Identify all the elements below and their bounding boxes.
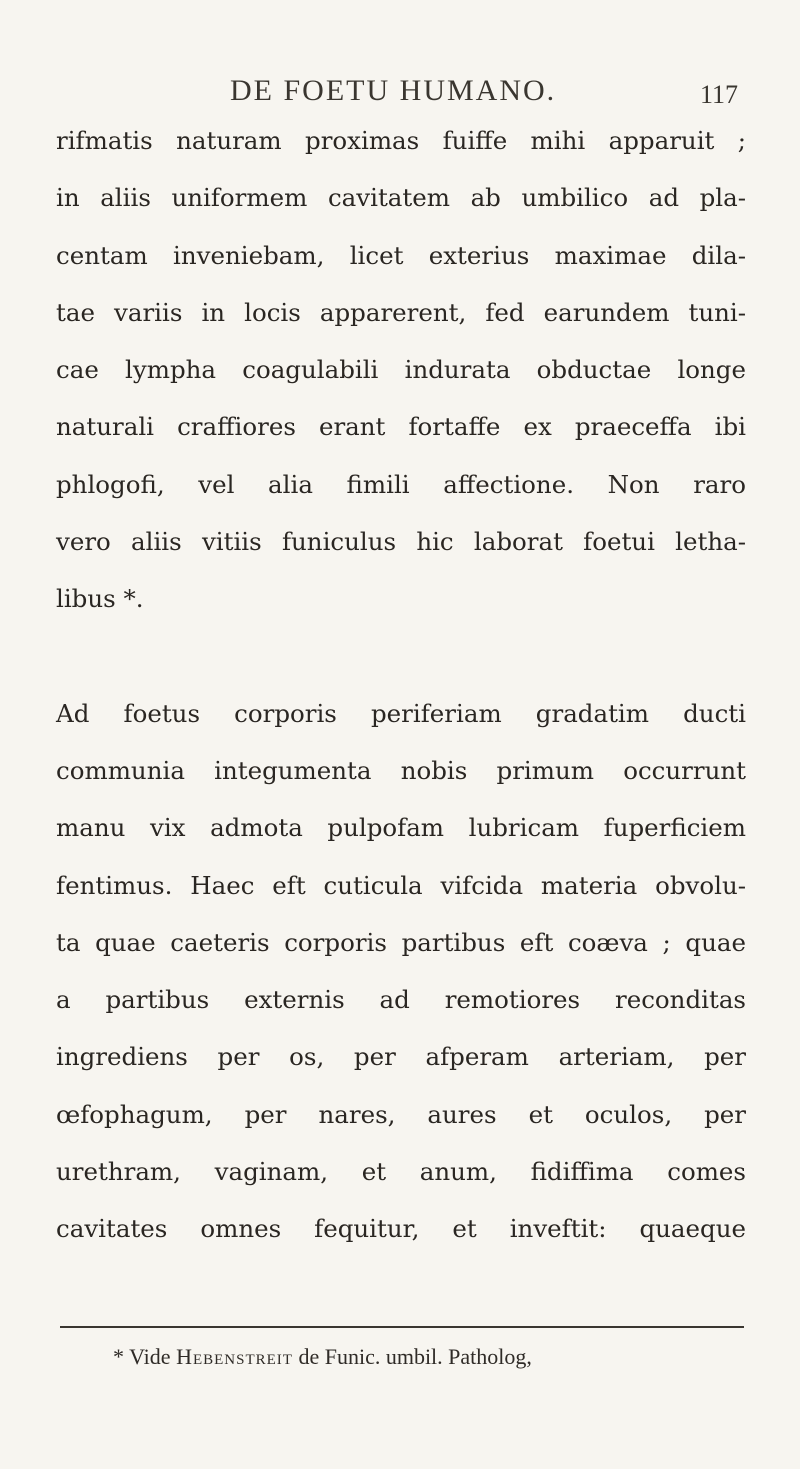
paragraph-1 bbox=[56, 112, 746, 628]
text-line: communia integumenta nobis primum occurrunt bbox=[56, 755, 746, 785]
text-line: ta quae caeteris corporis partibus eft coæva ; quae bbox=[56, 927, 746, 957]
page-number: 117 bbox=[700, 80, 739, 109]
text-line: a partibus externis ad remotiores reconditas bbox=[56, 985, 746, 1015]
running-title: DE FOETU HUMANO. bbox=[230, 74, 557, 107]
text-line: œfophagum, per nares, aures et oculos, per bbox=[56, 1099, 746, 1129]
footnote-prefix: Vide bbox=[129, 1344, 171, 1369]
text-line: fentimus. Haec eft cuticula vifcida materia obvolu- bbox=[56, 870, 746, 900]
text-line: vero aliis vitiis funiculus hic laborat foetui letha- bbox=[56, 527, 746, 557]
text-line: ingrediens per os, per afperam arteriam, per bbox=[56, 1042, 746, 1072]
text-line: phlogofi, vel alia fimili affectione. Non raro bbox=[56, 469, 746, 499]
footnote bbox=[113, 1344, 532, 1370]
main-text bbox=[56, 112, 746, 1258]
text-line: naturali craffiores erant fortaffe ex praeceffa ibi bbox=[56, 412, 746, 442]
text-line: centam inveniebam, licet exterius maximae dila- bbox=[56, 240, 746, 270]
text-line: Ad foetus corporis periferiam gradatim ducti bbox=[56, 698, 746, 728]
footnote-divider bbox=[60, 1326, 744, 1328]
text-line: cavitates omnes fequitur, et inveftit: quaeque bbox=[56, 1214, 746, 1244]
text-line: libus *. bbox=[56, 584, 144, 614]
paragraph-2 bbox=[56, 685, 746, 1258]
text-line: rifmatis naturam proximas fuiffe mihi apparuit ; bbox=[56, 126, 746, 155]
text-line: urethram, vaginam, et anum, fidiffima comes bbox=[56, 1157, 746, 1187]
paragraph-spacer bbox=[56, 628, 746, 685]
text-line: in aliis uniformem cavitatem ab umbilico ad pla- bbox=[56, 183, 746, 213]
text-line: cae lympha coagulabili indurata obductae longe bbox=[56, 355, 746, 385]
text-line: manu vix admota pulpofam lubricam fuperficiem bbox=[56, 813, 746, 843]
text-line: tae variis in locis apparerent, fed earundem tuni- bbox=[56, 297, 746, 327]
page-header bbox=[0, 74, 800, 114]
footnote-reference: de Funic. umbil. Patholog, bbox=[298, 1344, 532, 1369]
footnote-author: Hebenstreit bbox=[176, 1344, 293, 1369]
footnote-marker: * bbox=[113, 1344, 124, 1369]
